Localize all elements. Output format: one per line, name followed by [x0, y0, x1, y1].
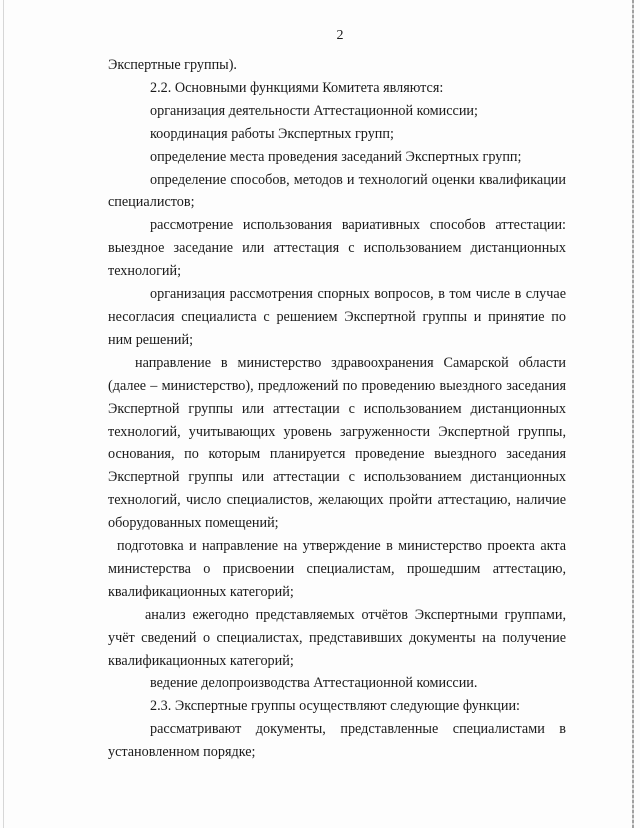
paragraph-function-1: организация деятельности Аттестационной комиссии;	[150, 102, 478, 119]
paragraph-continuation: Экспертные группы).	[108, 57, 237, 73]
paragraph-group-function-1: рассматривают документы, представленные специалистами в установленном порядке;	[108, 721, 566, 761]
paragraph-function-10: ведение делопроизводства Аттестационной комиссии.	[150, 675, 478, 692]
paragraph-function-4: определение способов, методов и технологий оценки квалификации специалистов;	[108, 171, 566, 211]
page-number: 2	[336, 28, 344, 43]
paragraph-function-5: рассмотрение использования вариативных способов аттестации: выездное заседание или аттестация с использованием дистанционных технологий;	[108, 217, 566, 280]
scan-edge-left	[3, 0, 4, 828]
document-body	[108, 54, 566, 764]
paragraph-function-2: координация работы Экспертных групп;	[150, 125, 394, 142]
paragraph-section-2-2: 2.2. Основными функциями Комитета являются:	[150, 79, 444, 96]
paragraph-function-7: направление в министерство здравоохранения Самарской области (далее – министерство), предложений по проведению выездного заседания Экспертной группы или аттестации с использованием дистанционных технологий, учитывающих уровень загруженности Экспертной группы, основания, по которым планируется проведение выездного заседания Экспертной группы или аттестации с использованием дистанционных технологий, число специалистов, желающих пройти аттестацию, наличие оборудованных помещений;	[108, 354, 566, 532]
paragraph-function-6: организация рассмотрения спорных вопросов, в том числе в случае несогласия специалиста с решением Экспертной группы и принятие по ним решений;	[108, 286, 566, 348]
paragraph-function-9: анализ ежегодно представляемых отчётов Экспертными группами, учёт сведений о специалистах, представивших документы на получение квалификационных категорий;	[108, 606, 566, 669]
paragraph-function-3: определение места проведения заседаний Экспертных групп;	[150, 148, 522, 165]
scan-edge-right	[632, 0, 634, 828]
paragraph-function-8: подготовка и направление на утверждение в министерство проекта акта министерства о присвоении специалистам, прошедшим аттестацию, квалификационных категорий;	[108, 538, 566, 600]
paragraph-section-2-3: 2.3. Экспертные группы осуществляют следующие функции:	[150, 698, 520, 715]
